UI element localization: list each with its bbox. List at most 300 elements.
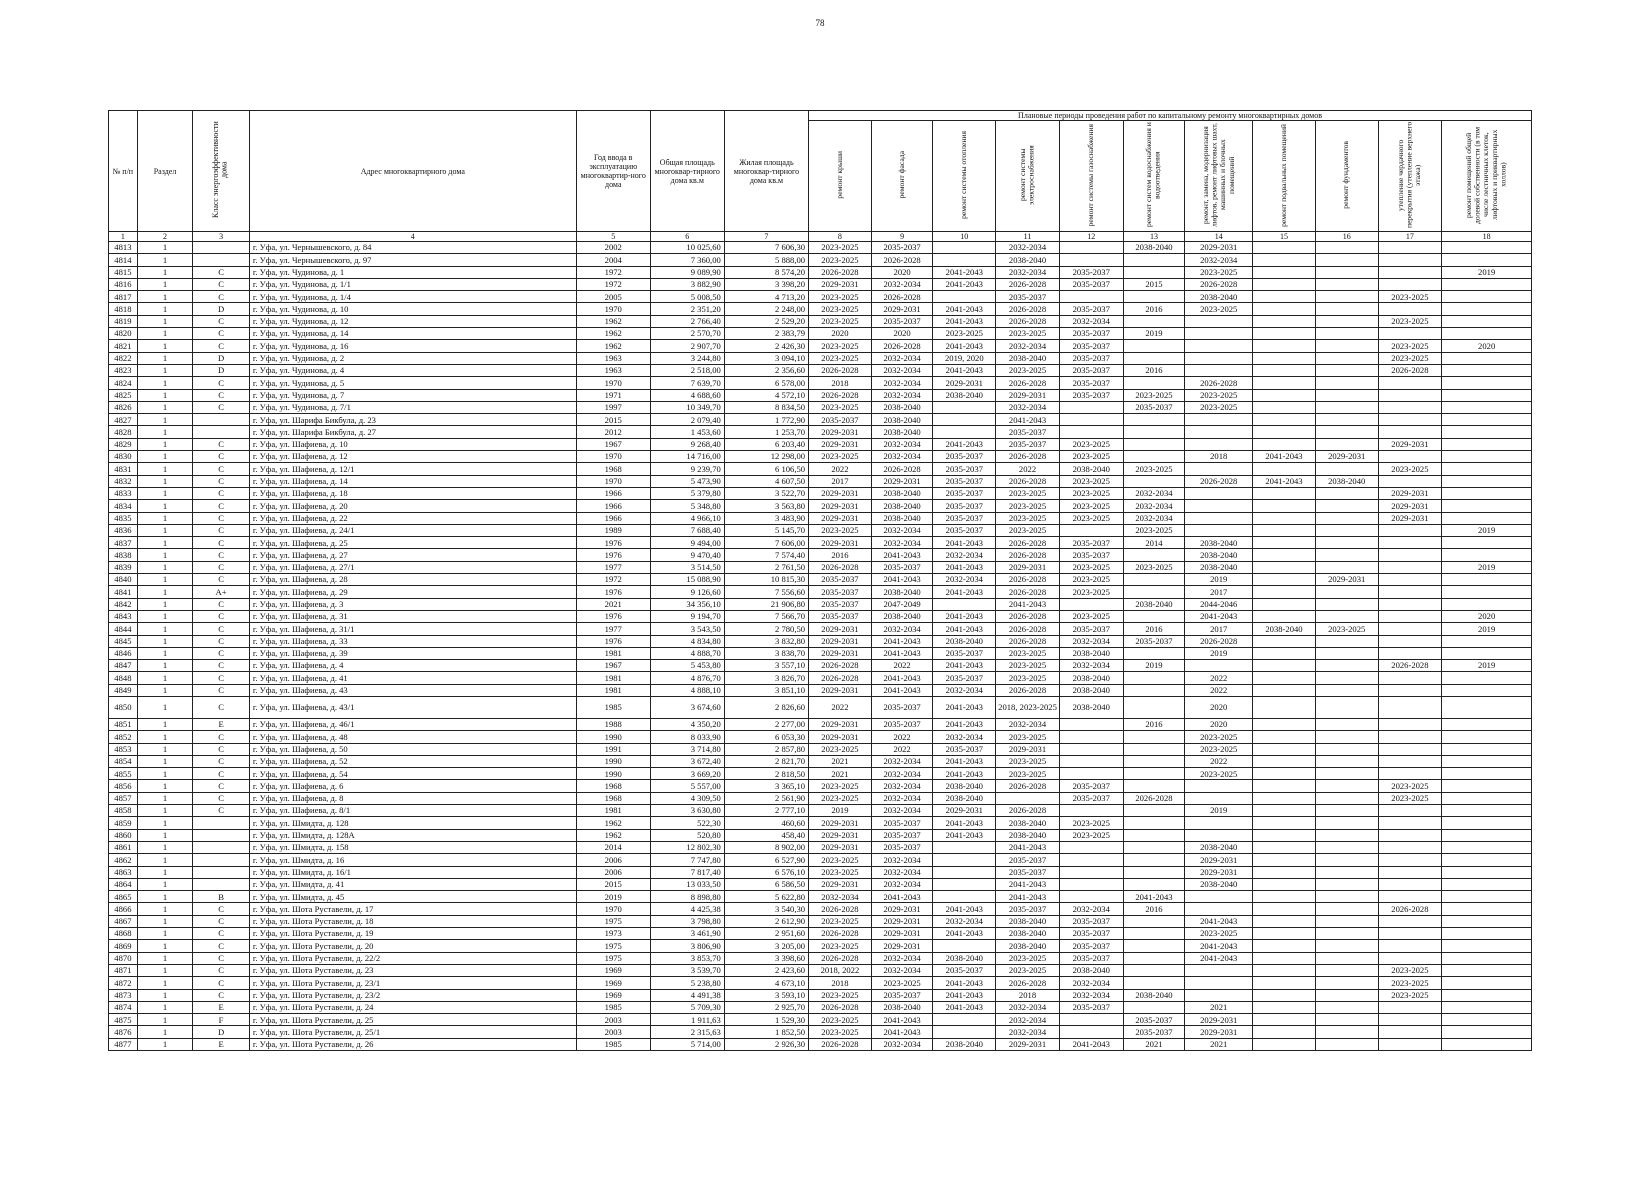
- table-cell: [1442, 878, 1532, 890]
- table-row: [109, 512, 1532, 524]
- table-cell: C: [193, 549, 250, 561]
- table-cell: 2032-2034: [1123, 487, 1185, 499]
- table-cell: 2035-2037: [996, 903, 1060, 915]
- table-cell: 2023-2025: [996, 952, 1060, 964]
- table-cell: 2032-2034: [871, 952, 933, 964]
- table-cell: [1442, 928, 1532, 940]
- page-number: 78: [815, 18, 825, 28]
- table-cell: [1253, 549, 1316, 561]
- table-cell: 4845: [109, 635, 138, 647]
- table-cell: [1442, 487, 1532, 499]
- table-cell: 4852: [109, 731, 138, 743]
- table-cell: 2035-2037: [933, 500, 996, 512]
- table-cell: 2020: [1442, 610, 1532, 622]
- table-row: [109, 574, 1532, 586]
- table-cell: 520,80: [650, 829, 724, 841]
- table-cell: 2029-2031: [1315, 451, 1378, 463]
- table-cell: 2 612,90: [724, 915, 808, 927]
- table-cell: C: [193, 928, 250, 940]
- table-cell: 2026-2028: [809, 561, 872, 573]
- table-cell: г. Уфа, ул. Шарифа Бикбула, д. 23: [249, 414, 576, 426]
- table-cell: [1315, 792, 1378, 804]
- table-cell: 2029-2031: [1185, 1026, 1253, 1038]
- table-cell: 2 561,90: [724, 792, 808, 804]
- table-cell: 2044-2046: [1185, 598, 1253, 610]
- table-cell: 15 088,90: [650, 574, 724, 586]
- table-cell: 2038-2040: [871, 487, 933, 499]
- table-cell: 2023-2025: [1378, 315, 1442, 327]
- table-cell: г. Уфа, ул. Шафиева, д. 28: [249, 574, 576, 586]
- table-cell: [1378, 1038, 1442, 1050]
- table-cell: [1185, 500, 1253, 512]
- table-cell: 2026-2028: [809, 952, 872, 964]
- table-cell: 2023-2025: [809, 743, 872, 755]
- table-cell: 2023-2025: [809, 242, 872, 254]
- table-cell: [1253, 315, 1316, 327]
- column-index: 14: [1185, 232, 1253, 242]
- table-cell: 2038-2040: [871, 1001, 933, 1013]
- column-index: 17: [1378, 232, 1442, 242]
- table-cell: [1253, 1038, 1316, 1050]
- table-cell: 4824: [109, 377, 138, 389]
- table-cell: C: [193, 805, 250, 817]
- table-cell: 2023-2025: [996, 512, 1060, 524]
- table-cell: [1315, 500, 1378, 512]
- table-cell: [1315, 377, 1378, 389]
- table-cell: 2029-2031: [809, 647, 872, 659]
- table-cell: [1059, 805, 1123, 817]
- table-cell: [1253, 891, 1316, 903]
- table-cell: 7 639,70: [650, 377, 724, 389]
- table-cell: [1442, 829, 1532, 841]
- table-cell: 2023-2025: [809, 915, 872, 927]
- table-row: [109, 291, 1532, 303]
- table-cell: 2026-2028: [1378, 660, 1442, 672]
- table-cell: 2021: [1123, 1038, 1185, 1050]
- header-col-2: Раздел: [137, 111, 193, 232]
- table-cell: 3 674,60: [650, 696, 724, 718]
- table-cell: [1315, 635, 1378, 647]
- header-col-11: ремонт системы электроснабжения: [996, 121, 1060, 232]
- table-cell: [1315, 328, 1378, 340]
- table-cell: [1059, 598, 1123, 610]
- table-cell: [1185, 660, 1253, 672]
- table-cell: [1378, 743, 1442, 755]
- table-cell: 2026-2028: [809, 903, 872, 915]
- header-col-5: Год ввода в эксплуатацию многоквартир-ного дома: [576, 111, 650, 232]
- table-cell: [1059, 841, 1123, 853]
- table-cell: [1253, 854, 1316, 866]
- table-cell: 2035-2037: [809, 586, 872, 598]
- table-cell: [1185, 352, 1253, 364]
- table-cell: 2022: [809, 696, 872, 718]
- table-cell: 34 356,10: [650, 598, 724, 610]
- table-cell: 1: [137, 278, 193, 290]
- table-cell: [1185, 512, 1253, 524]
- table-cell: [1059, 1026, 1123, 1038]
- table-cell: [1442, 635, 1532, 647]
- table-cell: 6 576,10: [724, 866, 808, 878]
- table-cell: г. Уфа, ул. Чернышевского, д. 97: [249, 254, 576, 266]
- table-row: [109, 755, 1532, 767]
- table-cell: [1442, 854, 1532, 866]
- table-cell: 4822: [109, 352, 138, 364]
- table-cell: C: [193, 964, 250, 976]
- table-cell: [1253, 903, 1316, 915]
- table-cell: 4821: [109, 340, 138, 352]
- table-cell: 1973: [576, 928, 650, 940]
- table-cell: 2035-2037: [1059, 952, 1123, 964]
- table-cell: [1315, 660, 1378, 672]
- table-cell: 2023-2025: [1059, 512, 1123, 524]
- table-cell: 2038-2040: [996, 817, 1060, 829]
- table-cell: 2014: [576, 841, 650, 853]
- table-cell: г. Уфа, ул. Шафиева, д. 29: [249, 586, 576, 598]
- table-cell: 1 529,30: [724, 1014, 808, 1026]
- table-cell: 2041-2043: [933, 315, 996, 327]
- table-cell: 1: [137, 829, 193, 841]
- table-cell: 8 834,50: [724, 401, 808, 413]
- table-cell: 2005: [576, 291, 650, 303]
- table-cell: 2032-2034: [1059, 989, 1123, 1001]
- table-cell: 4 350,20: [650, 718, 724, 730]
- table-row: [109, 1026, 1532, 1038]
- table-cell: 4843: [109, 610, 138, 622]
- table-cell: [1123, 647, 1185, 659]
- table-cell: C: [193, 755, 250, 767]
- table-cell: 2 777,10: [724, 805, 808, 817]
- table-cell: 4828: [109, 426, 138, 438]
- table-cell: 1991: [576, 743, 650, 755]
- table-cell: 2026-2028: [1185, 475, 1253, 487]
- column-index-row: [109, 232, 1532, 242]
- table-cell: [1442, 989, 1532, 1001]
- table-cell: C: [193, 598, 250, 610]
- table-cell: [1315, 915, 1378, 927]
- table-cell: [1315, 340, 1378, 352]
- table-cell: 2035-2037: [1059, 278, 1123, 290]
- table-cell: [1253, 952, 1316, 964]
- table-cell: 2023-2025: [1185, 768, 1253, 780]
- table-cell: [1315, 718, 1378, 730]
- table-cell: 2041-2043: [871, 647, 933, 659]
- table-cell: 2029-2031: [871, 475, 933, 487]
- table-cell: 1976: [576, 549, 650, 561]
- table-cell: [1442, 768, 1532, 780]
- table-cell: 4842: [109, 598, 138, 610]
- table-cell: 1: [137, 915, 193, 927]
- table-cell: 2041-2043: [933, 303, 996, 315]
- table-cell: 2026-2028: [871, 463, 933, 475]
- table-cell: 4844: [109, 623, 138, 635]
- table-cell: 2038-2040: [996, 940, 1060, 952]
- table-cell: 2 315,63: [650, 1026, 724, 1038]
- table-cell: 1: [137, 291, 193, 303]
- header-col-10: ремонт системы отопления: [933, 121, 996, 232]
- table-cell: C: [193, 340, 250, 352]
- table-cell: 1962: [576, 340, 650, 352]
- table-cell: 2038-2040: [871, 500, 933, 512]
- table-cell: [1185, 891, 1253, 903]
- table-cell: 2002: [576, 242, 650, 254]
- table-cell: [1253, 841, 1316, 853]
- table-cell: C: [193, 903, 250, 915]
- table-cell: 2026-2028: [1123, 792, 1185, 804]
- table-cell: [1378, 755, 1442, 767]
- table-cell: 2022: [1185, 684, 1253, 696]
- table-cell: 1962: [576, 315, 650, 327]
- table-cell: 2035-2037: [1059, 377, 1123, 389]
- table-cell: 4868: [109, 928, 138, 940]
- table-cell: 2032-2034: [871, 389, 933, 401]
- table-cell: 4856: [109, 780, 138, 792]
- table-cell: [1378, 574, 1442, 586]
- table-cell: C: [193, 500, 250, 512]
- table-row: [109, 426, 1532, 438]
- table-cell: C: [193, 731, 250, 743]
- table-cell: [1442, 438, 1532, 450]
- table-cell: г. Уфа, ул. Чудинова, д. 2: [249, 352, 576, 364]
- table-cell: 2023-2025: [1185, 731, 1253, 743]
- table-cell: [933, 254, 996, 266]
- table-cell: [1378, 451, 1442, 463]
- table-cell: 2 383,79: [724, 328, 808, 340]
- table-cell: [1253, 977, 1316, 989]
- table-cell: 2041-2043: [1185, 952, 1253, 964]
- table-cell: 2026-2028: [996, 805, 1060, 817]
- table-cell: 2035-2037: [871, 242, 933, 254]
- table-cell: 4865: [109, 891, 138, 903]
- table-cell: [1253, 1001, 1316, 1013]
- table-cell: 1997: [576, 401, 650, 413]
- table-row: [109, 438, 1532, 450]
- table-cell: E: [193, 718, 250, 730]
- table-cell: [1123, 780, 1185, 792]
- table-cell: [1059, 524, 1123, 536]
- column-index: 7: [724, 232, 808, 242]
- table-cell: 2023-2025: [996, 328, 1060, 340]
- table-cell: 1990: [576, 755, 650, 767]
- table-cell: 2041-2043: [933, 817, 996, 829]
- table-cell: [1253, 364, 1316, 376]
- table-cell: [1123, 315, 1185, 327]
- table-cell: г. Уфа, ул. Шафиева, д. 6: [249, 780, 576, 792]
- table-cell: [1442, 684, 1532, 696]
- table-cell: [1253, 303, 1316, 315]
- table-cell: 4 572,10: [724, 389, 808, 401]
- table-cell: 2023-2025: [996, 964, 1060, 976]
- table-cell: 2038-2040: [1253, 623, 1316, 635]
- table-cell: [1315, 829, 1378, 841]
- table-cell: [1123, 940, 1185, 952]
- table-cell: 2035-2037: [1059, 915, 1123, 927]
- table-cell: 1 911,63: [650, 1014, 724, 1026]
- table-cell: 1: [137, 303, 193, 315]
- table-cell: 2032-2034: [871, 438, 933, 450]
- table-cell: [1442, 805, 1532, 817]
- table-cell: 1 852,50: [724, 1026, 808, 1038]
- table-cell: [1315, 303, 1378, 315]
- table-cell: [1253, 328, 1316, 340]
- table-cell: [1123, 610, 1185, 622]
- table-cell: 1962: [576, 829, 650, 841]
- table-cell: г. Уфа, ул. Шафиева, д. 14: [249, 475, 576, 487]
- table-row: [109, 660, 1532, 672]
- table-cell: 3 540,30: [724, 903, 808, 915]
- table-cell: [1185, 340, 1253, 352]
- column-index: 10: [933, 232, 996, 242]
- table-cell: 4874: [109, 1001, 138, 1013]
- table-cell: 2026-2028: [996, 377, 1060, 389]
- table-cell: [1315, 964, 1378, 976]
- table-cell: C: [193, 647, 250, 659]
- table-cell: 2041-2043: [871, 672, 933, 684]
- table-cell: [1123, 574, 1185, 586]
- table-cell: 2041-2043: [933, 696, 996, 718]
- table-cell: 2041-2043: [933, 989, 996, 1001]
- table-cell: 1966: [576, 487, 650, 499]
- table-cell: 6 053,30: [724, 731, 808, 743]
- table-row: [109, 598, 1532, 610]
- table-cell: 13 033,50: [650, 878, 724, 890]
- table-cell: [1123, 866, 1185, 878]
- table-cell: C: [193, 743, 250, 755]
- header-col-16: ремонт фундаментов: [1315, 121, 1378, 232]
- table-cell: г. Уфа, ул. Чудинова, д. 1/1: [249, 278, 576, 290]
- column-index: 2: [137, 232, 193, 242]
- table-cell: 4858: [109, 805, 138, 817]
- table-cell: [1315, 817, 1378, 829]
- table-row: [109, 586, 1532, 598]
- table-cell: 2047-2049: [871, 598, 933, 610]
- table-cell: [1253, 684, 1316, 696]
- table-cell: [1253, 352, 1316, 364]
- table-cell: [1442, 731, 1532, 743]
- table-cell: 2029-2031: [996, 389, 1060, 401]
- table-cell: [1442, 940, 1532, 952]
- table-cell: 2041-2043: [933, 537, 996, 549]
- table-cell: [1442, 792, 1532, 804]
- table-cell: 2023-2025: [1378, 780, 1442, 792]
- table-cell: C: [193, 291, 250, 303]
- table-cell: 1967: [576, 660, 650, 672]
- table-cell: [1123, 743, 1185, 755]
- table-cell: [1315, 696, 1378, 718]
- table-cell: 2038-2040: [933, 635, 996, 647]
- table-cell: 1: [137, 340, 193, 352]
- table-cell: 4 834,80: [650, 635, 724, 647]
- table-cell: 2 351,20: [650, 303, 724, 315]
- table-cell: 4817: [109, 291, 138, 303]
- table-cell: 2023-2025: [1059, 586, 1123, 598]
- table-cell: 1: [137, 964, 193, 976]
- table-cell: г. Уфа, ул. Чудинова, д. 16: [249, 340, 576, 352]
- table-cell: 2018: [809, 377, 872, 389]
- table-cell: 4 607,50: [724, 475, 808, 487]
- table-cell: 4869: [109, 940, 138, 952]
- table-cell: 2038-2040: [996, 254, 1060, 266]
- table-cell: 2041-2043: [933, 278, 996, 290]
- table-cell: 1976: [576, 586, 650, 598]
- table-row: [109, 878, 1532, 890]
- table-cell: [1185, 817, 1253, 829]
- table-cell: [1378, 303, 1442, 315]
- header-col-17: утепление чердачного перекрытия (утепление верхнего этажа): [1378, 121, 1442, 232]
- table-cell: 2029-2031: [809, 500, 872, 512]
- table-cell: 2022: [871, 731, 933, 743]
- table-row: [109, 487, 1532, 499]
- table-cell: 2038-2040: [933, 792, 996, 804]
- table-cell: [1378, 768, 1442, 780]
- table-cell: [1378, 524, 1442, 536]
- table-cell: 4871: [109, 964, 138, 976]
- table-cell: 2029-2031: [1185, 242, 1253, 254]
- table-cell: [1442, 352, 1532, 364]
- table-row: [109, 537, 1532, 549]
- table-cell: [1123, 684, 1185, 696]
- table-cell: 2023-2025: [809, 792, 872, 804]
- table-cell: [1378, 254, 1442, 266]
- table-row: [109, 364, 1532, 376]
- table-cell: 1: [137, 792, 193, 804]
- table-cell: 2023-2025: [809, 854, 872, 866]
- table-cell: 4 888,10: [650, 684, 724, 696]
- table-cell: [1315, 647, 1378, 659]
- table-cell: [933, 891, 996, 903]
- header-col-7: Жилая площадь многоквар-тирного дома кв.м: [724, 111, 808, 232]
- table-cell: 2019: [1442, 561, 1532, 573]
- table-cell: [1315, 1026, 1378, 1038]
- table-cell: [1442, 574, 1532, 586]
- table-cell: [933, 854, 996, 866]
- table-cell: [1378, 1001, 1442, 1013]
- table-cell: 2023-2025: [1185, 389, 1253, 401]
- table-cell: 4829: [109, 438, 138, 450]
- table-cell: 2023-2025: [1185, 928, 1253, 940]
- table-cell: 4854: [109, 755, 138, 767]
- table-cell: 5 473,90: [650, 475, 724, 487]
- table-cell: 2041-2043: [871, 1026, 933, 1038]
- table-cell: B: [193, 891, 250, 903]
- table-cell: 1: [137, 743, 193, 755]
- table-cell: [1185, 364, 1253, 376]
- table-cell: 2038-2040: [871, 512, 933, 524]
- table-cell: 2023-2025: [1059, 451, 1123, 463]
- table-cell: 1977: [576, 561, 650, 573]
- column-index: 11: [996, 232, 1060, 242]
- table-cell: 2035-2037: [871, 829, 933, 841]
- table-cell: [1315, 743, 1378, 755]
- table-row: [109, 964, 1532, 976]
- table-cell: 2026-2028: [1185, 377, 1253, 389]
- table-cell: 4814: [109, 254, 138, 266]
- table-cell: 2035-2037: [1059, 928, 1123, 940]
- table-cell: г. Уфа, ул. Чудинова, д. 7/1: [249, 401, 576, 413]
- table-cell: 2035-2037: [1123, 635, 1185, 647]
- table-cell: 4875: [109, 1014, 138, 1026]
- table-cell: 2023-2025: [809, 780, 872, 792]
- table-cell: [1253, 340, 1316, 352]
- table-cell: 2035-2037: [1059, 623, 1123, 635]
- table-cell: 2 826,60: [724, 696, 808, 718]
- table-cell: C: [193, 768, 250, 780]
- table-cell: [1059, 731, 1123, 743]
- table-cell: 2038-2040: [1185, 291, 1253, 303]
- table-cell: 1988: [576, 718, 650, 730]
- table-cell: 4 425,38: [650, 903, 724, 915]
- table-cell: 2026-2028: [809, 266, 872, 278]
- table-cell: 3 714,80: [650, 743, 724, 755]
